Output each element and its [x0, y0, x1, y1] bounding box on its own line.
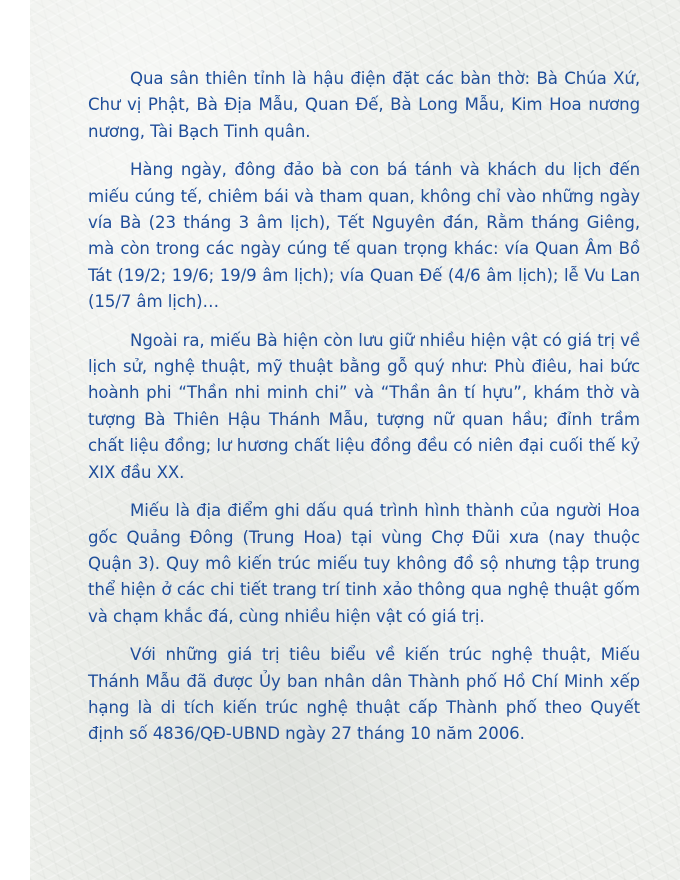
paragraph-worship-days: Hàng ngày, đông đảo bà con bá tánh và khách du lịch đến miếu cúng tế, chiêm bái và tham quan, không chỉ vào những ngày vía Bà (23 tháng 3 âm lịch), Tết Nguyên đán, Rằm tháng Giêng, mà còn trong các ngày cúng tế quan trọng khác: vía Quan Âm Bồ Tát (19/2; 19/6; 19/9 âm lịch); vía Quan Đế (4/6 âm lịch); lễ Vu Lan (15/7 âm lịch)… [88, 160, 640, 312]
document-page [30, 0, 680, 880]
paragraph-heritage-ranking: Với những giá trị tiêu biểu về kiến trúc nghệ thuật, Miếu Thánh Mẫu đã được Ủy ban nhân dân Thành phố Hồ Chí Minh xếp hạng là di tích kiến trúc nghệ thuật cấp Thành phố theo Quyết định số 4836/QĐ-UBND ngày 27 tháng 10 năm 2006. [88, 645, 640, 744]
paragraph-origin-architecture: Miếu là địa điểm ghi dấu quá trình hình thành của người Hoa gốc Quảng Đông (Trung Hoa) tại vùng Chợ Đũi xưa (nay thuộc Quận 3). Quy mô kiến trúc miếu tuy không đồ sộ nhưng tập trung thể hiện ở các chi tiết trang trí tinh xảo thông qua nghệ thuật gốm và chạm khắc đá, cùng nhiều hiện vật có giá trị. [88, 501, 640, 626]
paragraph-rear-hall-altars: Qua sân thiên tỉnh là hậu điện đặt các bàn thờ: Bà Chúa Xứ, Chư vị Phật, Bà Địa Mẫu, Quan Đế, Bà Long Mẫu, Kim Hoa nương nương, Tài Bạch Tinh quân. [88, 69, 640, 141]
body-text [88, 66, 640, 760]
paragraph-artifacts: Ngoài ra, miếu Bà hiện còn lưu giữ nhiều hiện vật có giá trị về lịch sử, nghệ thuật, mỹ thuật bằng gỗ quý như: Phù điêu, hai bức hoành phi “Thần nhi minh chi” và “Thần ân tí hựu”, khám thờ và tượng Bà Thiên Hậu Thánh Mẫu, tượng nữ quan hầu; đỉnh trầm chất liệu đồng; lư hương chất liệu đồng đều có niên đại cuối thế kỷ XIX đầu XX. [88, 330, 640, 482]
